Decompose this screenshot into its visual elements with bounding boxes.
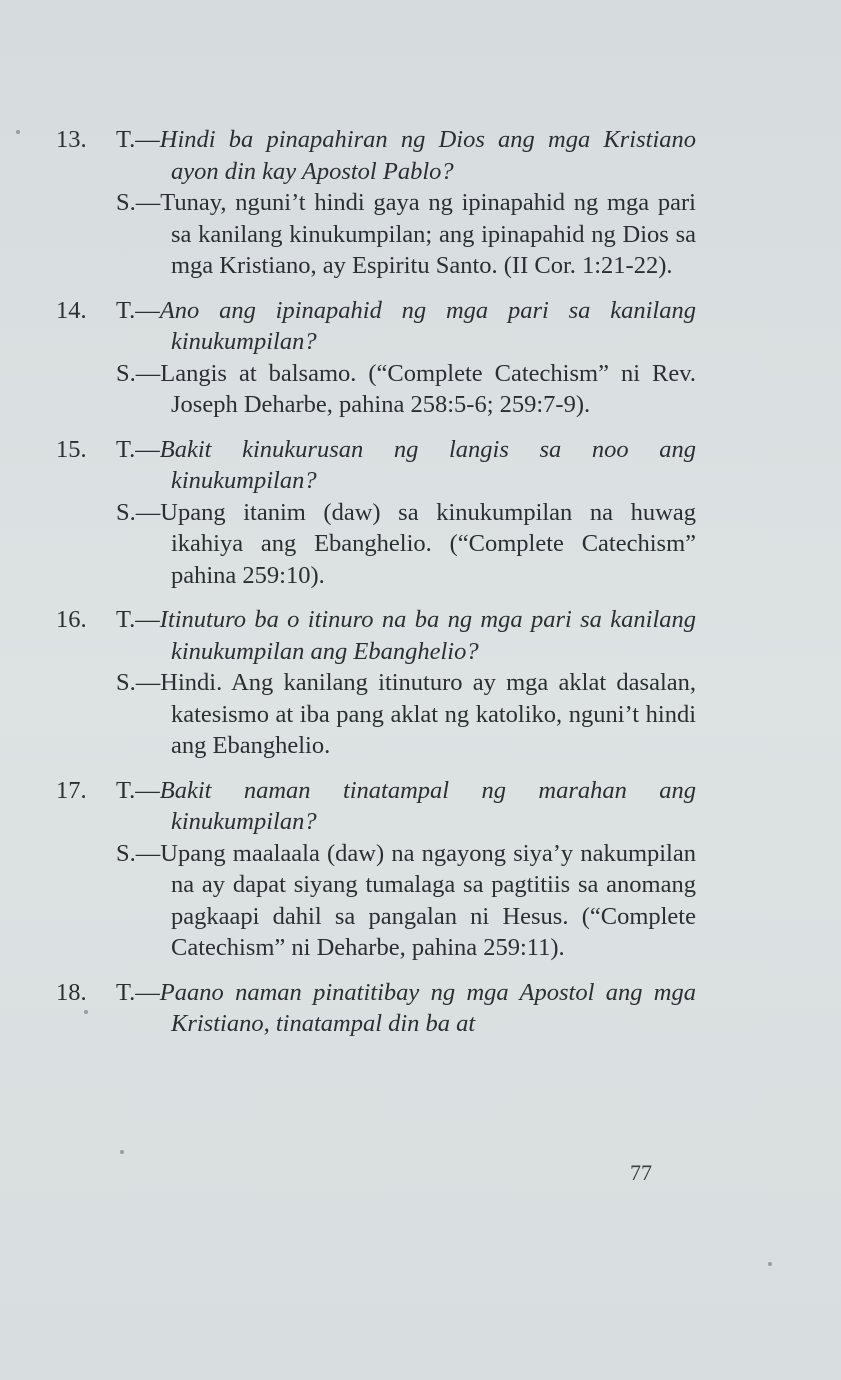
answer-text: Hindi. Ang kanilang itinuturo ay mga aklat dasalan, katesismo at iba pang aklat ng katoliko, nguni’t hindi ang Ebanghelio. (160, 669, 696, 759)
qa-item-14 (56, 295, 696, 421)
question-text: Hindi ba pinapahiran ng Dios ang mga Kristiano ayon din kay Apostol Pablo? (159, 126, 696, 185)
answer (56, 358, 696, 421)
answer-tag: S.— (116, 359, 161, 387)
question (56, 604, 696, 667)
item-number: 18. (56, 978, 87, 1006)
question (56, 295, 696, 358)
question-text: Bakit naman tinatampal ng marahan ang kinukumpilan? (159, 776, 696, 835)
qa-item-15 (56, 434, 696, 592)
paper-speck (16, 130, 20, 134)
question-tag: T.— (116, 126, 160, 153)
question-tag: T.— (116, 296, 160, 324)
answer-tag: S.— (116, 669, 161, 696)
item-number: 15. (56, 435, 87, 463)
answer (56, 187, 696, 282)
question (56, 124, 696, 187)
question-tag: T.— (116, 606, 160, 633)
question-tag: T.— (116, 776, 160, 804)
question-text: Paano naman pinatitibay ng mga Apostol ang mga Kristiano, tinatampal din ba at (159, 978, 696, 1037)
paper-speck (120, 1150, 124, 1154)
answer (56, 497, 696, 592)
answer-tag: S.— (116, 498, 161, 526)
paper-speck (84, 1010, 88, 1014)
question (56, 775, 696, 838)
item-number: 14. (56, 296, 87, 324)
answer (56, 667, 696, 762)
item-number: 16. (56, 606, 87, 633)
qa-item-16 (56, 604, 696, 762)
question-tag: T.— (116, 978, 160, 1006)
question-tag: T.— (116, 435, 160, 463)
item-number: 17. (56, 776, 87, 804)
catechism-text (56, 124, 696, 1053)
answer-tag: S.— (116, 189, 161, 216)
qa-item-18 (56, 977, 696, 1040)
item-number: 13. (56, 126, 87, 153)
answer-text: Tunay, nguni’t hindi gaya ng ipinapahid ng mga pari sa kanilang kinukumpilan; ang ipinapahid ng Dios sa mga Kristiano, ay Espiritu Santo. (II Cor. 1:21-22). (160, 189, 696, 279)
page-number: 77 (630, 1160, 652, 1185)
question-text: Bakit kinukurusan ng langis sa noo ang kinukumpilan? (159, 435, 696, 494)
paper-speck (768, 1262, 772, 1266)
question-text: Itinuturo ba o itinuro na ba ng mga pari sa kanilang kinukumpilan ang Ebanghelio? (159, 606, 696, 665)
question-text: Ano ang ipinapahid ng mga pari sa kanilang kinukumpilan? (159, 296, 696, 355)
answer-tag: S.— (116, 839, 161, 867)
answer-text: Upang maalaala (daw) na ngayong siya’y nakumpilan na ay dapat siyang tumalaga sa pagtitiis sa anomang pagkaapi dahil sa pangalan ni Hesus. (“Complete Catechism” ni Deharbe, pahina 259:11). (160, 839, 696, 961)
question (56, 977, 696, 1040)
answer (56, 838, 696, 964)
answer-text: Langis at balsamo. (“Complete Catechism” ni Rev. Joseph Deharbe, pahina 258:5-6; 259:7-9). (160, 359, 696, 418)
question (56, 434, 696, 497)
answer-text: Upang itanim (daw) sa kinukumpilan na huwag ikahiya ang Ebanghelio. (“Complete Catechism” pahina 259:10). (160, 498, 696, 589)
qa-item-17 (56, 775, 696, 964)
qa-item-13 (56, 124, 696, 282)
